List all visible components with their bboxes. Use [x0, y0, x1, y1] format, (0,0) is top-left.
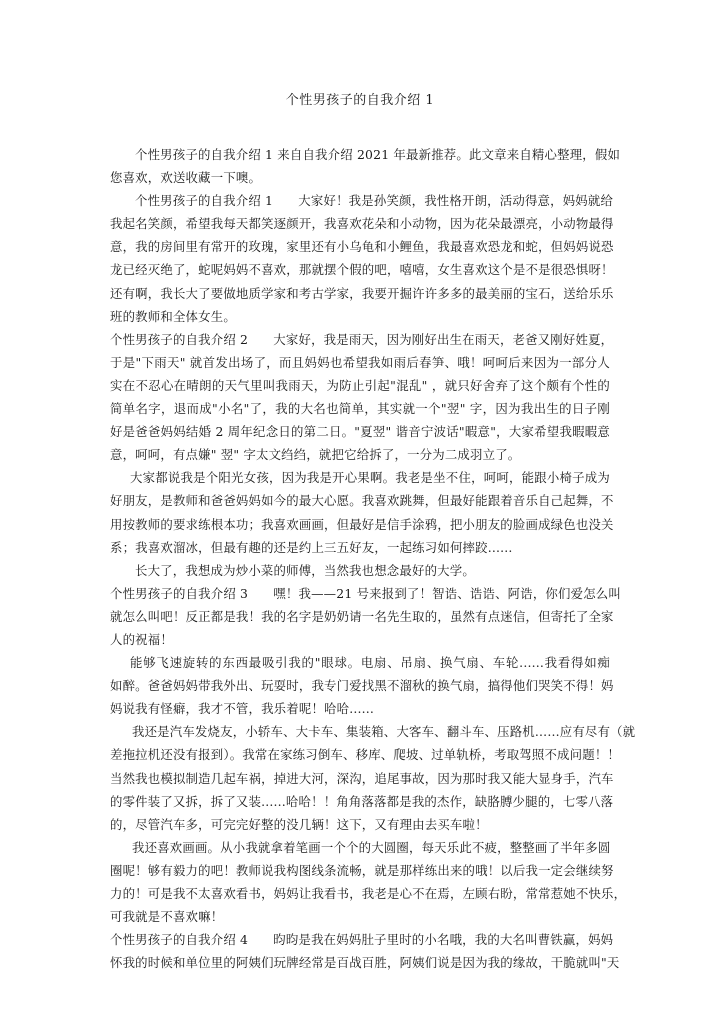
- paragraph-line: 长大了，我想成为炒小菜的师傅，当然我也想念最好的大学。: [135, 562, 475, 578]
- paragraph-line: 用按教师的要求练根本功；我喜欢画画，但最好是信手涂鸦，把小朋友的脸画成绿色也没关: [110, 516, 614, 532]
- document-title: 个性男孩子的自我介绍 1: [285, 93, 435, 108]
- paragraph-line: 圈呢！够有毅力的吧！教师说我构图线条流畅，就是那样练出来的哦！以后我一定会继续努: [110, 862, 614, 878]
- paragraph-line: 我还是汽车发烧友，小轿车、大卡车、集装箱、大客车、翻斗车、压路机......应有尽有（就: [132, 724, 636, 740]
- paragraph-line: 个性男孩子的自我介绍 1 大家好！我是孙笑颜，我性格开朗，活动得意，妈妈就给: [135, 193, 614, 209]
- document-body: [110, 143, 636, 974]
- paragraph-line: 的，尽管汽车多，可完完好整的没几辆！这下，又有理由去买车啦！: [110, 816, 488, 832]
- paragraph-line: 个性男孩子的自我介绍 1 来自自我介绍 2021 年最新推荐。此文章来自精心整理，假如: [135, 147, 621, 162]
- paragraph-line: 意，我的房间里有常开的玫瑰，家里还有小乌龟和小鲤鱼，我最喜欢恐龙和蛇，但妈妈说恐: [110, 239, 614, 255]
- paragraph-line: 的零件装了又拆，拆了又装......哈哈！！角角落落都是我的杰作，缺胳膊少腿的，七零八落: [110, 793, 614, 809]
- paragraph-line: 个性男孩子的自我介绍 4 昀昀是我在妈妈肚子里时的小名哦，我的大名叫曹铁赢，妈妈: [110, 932, 614, 948]
- paragraph-line: 班的教师和全体女生。: [110, 308, 236, 324]
- paragraph-line: 简单名字，退而成"小名"了，我的大名也简单，其实就一个"翌" 字，因为我出生的日子刚: [110, 401, 610, 417]
- paragraph-line: 还有啊，我长大了要做地质学家和考古学家，我要开掘许许多多的最美丽的宝石，送给乐乐: [110, 285, 614, 301]
- paragraph-line: 人的祝福！: [110, 631, 173, 647]
- paragraph-line: 系；我喜欢溜冰，但最有趣的还是约上三五好友，一起练习如何摔跤......: [110, 539, 513, 555]
- paragraph-line: 就怎么叫吧！反正都是我！我的名字是奶奶请一名先生取的，虽然有点迷信，但寄托了全家: [110, 608, 614, 624]
- paragraph-line: 力的！可是我不太喜欢看书，妈妈让我看书，我老是心不在焉，左顾右盼，常常惹她不快乐，: [110, 886, 627, 901]
- paragraph-line: 我起名笑颜，希望我每天都笑逐颜开，我喜欢花朵和小动物，因为花朵最漂亮，小动物最得: [110, 216, 614, 232]
- paragraph-line: 妈说我有怪癖，我才不管，我乐着呢！哈哈......: [110, 701, 375, 717]
- paragraph-line: 可我就是不喜欢嘛！: [110, 909, 224, 925]
- paragraph-line: 您喜欢，欢送收藏一下噢。: [110, 170, 262, 186]
- paragraph-line: 如醉。爸爸妈妈带我外出、玩耍时，我专门爱找黑不溜秋的换气扇，搞得他们哭笑不得！妈: [110, 678, 614, 694]
- paragraph-line: 差拖拉机还没有报到）。我常在家练习倒车、移库、爬坡、过单轨桥，考取驾照不成问题！！: [110, 747, 621, 763]
- paragraph-line: 当然我也模拟制造几起车祸，掉进大河，深沟，追尾事故，因为那时我又能大显身手，汽车: [110, 770, 614, 786]
- paragraph-line: 能够飞速旋转的东西最吸引我的"眼球。电扇、吊扇、换气扇、车轮......我看得如痴: [130, 655, 610, 671]
- paragraph-line: 龙已经灭绝了，蛇呢妈妈不喜欢，那就摆个假的吧，嘻嘻，女生喜欢这个是不是很恐惧呀！: [110, 262, 614, 278]
- paragraph-line: 于是"下雨天" 就首发出场了，而且妈妈也希望我如雨后春笋、哦！呵呵后来因为一部分人: [110, 354, 610, 370]
- paragraph-line: 个性男孩子的自我介绍 3 嘿！我——21 号来报到了！智诰、诰诰、阿诰，你们爱怎么叫: [110, 585, 621, 601]
- paragraph-line: 我还喜欢画画。从小我就拿着笔画一个个的大圆圈，每天乐此不疲，整整画了半年多圆: [132, 839, 611, 855]
- paragraph-line: 好朋友，是教师和爸爸妈妈如今的最大心愿。我喜欢跳舞，但最好能跟着音乐自己起舞，不: [110, 493, 614, 509]
- paragraph-line: 怀我的时候和单位里的阿姨们玩牌经常是百战百胜，阿姨们说是因为我的缘故，干脆就叫"天: [110, 955, 620, 971]
- paragraph-line: 大家都说我是个阳光女孩，因为我是开心果啊。我老是坐不住，呵呵，能跟小椅子成为: [130, 470, 610, 486]
- paragraph-line: 个性男孩子的自我介绍 2 大家好，我是雨天，因为刚好出生在雨天，老爸又刚好姓夏，: [110, 331, 614, 347]
- paragraph-line: 好是爸爸妈妈结婚 2 周年纪念日的第二日。"夏翌" 谐音宁波话"暇意"，大家希望我暇暇意: [110, 424, 610, 440]
- paragraph-line: 意，呵呵，有点嫌" 翌" 字太文绉绉，就把它给拆了，一分为二成羽立了。: [110, 447, 521, 463]
- paragraph-line: 实在不忍心在晴朗的天气里叫我雨天，为防止引起"混乱" ，就只好舍弃了这个颇有个性的: [110, 377, 610, 393]
